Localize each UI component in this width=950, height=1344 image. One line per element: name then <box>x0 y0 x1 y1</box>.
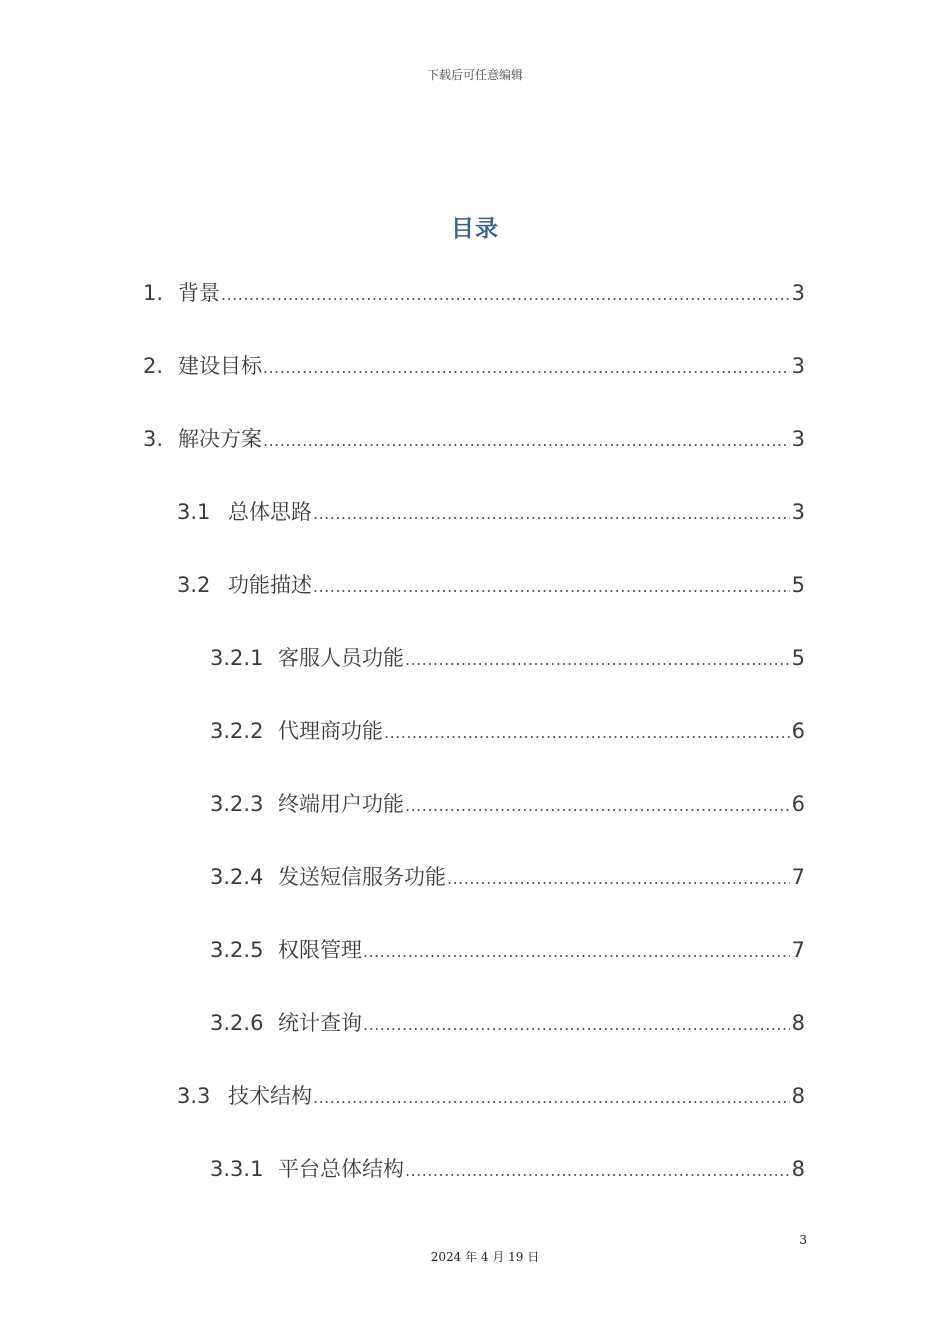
toc-entry-number: 3.2.1 <box>210 646 264 670</box>
toc-dot-leader <box>313 577 790 596</box>
toc-entry-background[interactable] <box>143 277 805 317</box>
header-note: 下载后可任意编辑 <box>426 68 523 82</box>
toc-entry-number: 3.1 <box>177 500 211 524</box>
footer-date: 2024 年 4 月 19 日 <box>430 1250 540 1264</box>
toc-entry-page: 7 <box>791 865 805 889</box>
toc-entry-number: 3.3 <box>177 1084 211 1108</box>
toc-entry-number: 3.2 <box>177 573 211 597</box>
toc-dot-leader <box>263 358 790 377</box>
toc-entry-end-user[interactable] <box>210 788 805 828</box>
toc-entry-label: 总体思路 <box>228 500 312 524</box>
toc-entry-page: 3 <box>791 281 805 305</box>
toc-entry-goals[interactable] <box>143 350 805 390</box>
toc-dot-leader <box>384 723 790 742</box>
toc-entry-number: 3. <box>143 427 164 451</box>
toc-entry-page: 6 <box>791 792 805 816</box>
toc-dot-leader <box>363 942 790 961</box>
toc-dot-leader <box>447 869 790 888</box>
toc-entry-label: 功能描述 <box>228 573 312 597</box>
toc-entry-technical-structure[interactable] <box>177 1080 805 1120</box>
page-number: 3 <box>799 1233 807 1247</box>
toc-entry-platform-structure[interactable] <box>210 1153 805 1193</box>
toc-entry-label: 统计查询 <box>278 1011 362 1035</box>
toc-entry-label: 发送短信服务功能 <box>278 865 446 889</box>
toc-entry-label: 解决方案 <box>178 427 262 451</box>
toc-entry-number: 3.2.3 <box>210 792 264 816</box>
toc-dot-leader <box>263 431 790 450</box>
toc-entry-overall-approach[interactable] <box>177 496 805 536</box>
toc-entry-label: 背景 <box>178 281 220 305</box>
toc-entry-number: 3.2.2 <box>210 719 264 743</box>
toc-entry-agent[interactable] <box>210 715 805 755</box>
toc-entry-page: 5 <box>791 573 805 597</box>
toc-entry-number: 2. <box>143 354 164 378</box>
toc-entry-label: 权限管理 <box>278 938 362 962</box>
toc-entry-page: 8 <box>791 1157 805 1181</box>
toc-entry-sms-service[interactable] <box>210 861 805 901</box>
toc-entry-page: 3 <box>791 354 805 378</box>
toc-entry-label: 平台总体结构 <box>278 1157 404 1181</box>
toc-entry-page: 3 <box>791 500 805 524</box>
toc-entry-page: 5 <box>791 646 805 670</box>
toc-dot-leader <box>313 504 790 523</box>
toc-entry-number: 3.3.1 <box>210 1157 264 1181</box>
toc-entry-label: 技术结构 <box>228 1084 312 1108</box>
toc-entry-page: 6 <box>791 719 805 743</box>
toc-dot-leader <box>405 650 790 669</box>
toc-entry-label: 建设目标 <box>178 354 262 378</box>
toc-entry-function-description[interactable] <box>177 569 805 609</box>
toc-entry-solution[interactable] <box>143 423 805 463</box>
toc-entry-label: 终端用户功能 <box>278 792 404 816</box>
toc-entry-page: 7 <box>791 938 805 962</box>
toc-entry-label: 客服人员功能 <box>278 646 404 670</box>
toc-entry-page: 3 <box>791 427 805 451</box>
toc-entry-page: 8 <box>791 1084 805 1108</box>
toc-entry-number: 3.2.6 <box>210 1011 264 1035</box>
toc-dot-leader <box>405 796 790 815</box>
toc-entry-permissions[interactable] <box>210 934 805 974</box>
toc-dot-leader <box>363 1015 790 1034</box>
toc-dot-leader <box>405 1161 790 1180</box>
toc-dot-leader <box>221 285 790 304</box>
toc-entry-number: 1. <box>143 281 164 305</box>
toc-title: 目录 <box>451 216 499 242</box>
toc-entry-statistics[interactable] <box>210 1007 805 1047</box>
toc-entry-customer-service[interactable] <box>210 642 805 682</box>
toc-entry-number: 3.2.4 <box>210 865 264 889</box>
toc-entry-label: 代理商功能 <box>278 719 383 743</box>
toc-dot-leader <box>313 1088 790 1107</box>
toc-entry-page: 8 <box>791 1011 805 1035</box>
toc-entry-number: 3.2.5 <box>210 938 264 962</box>
